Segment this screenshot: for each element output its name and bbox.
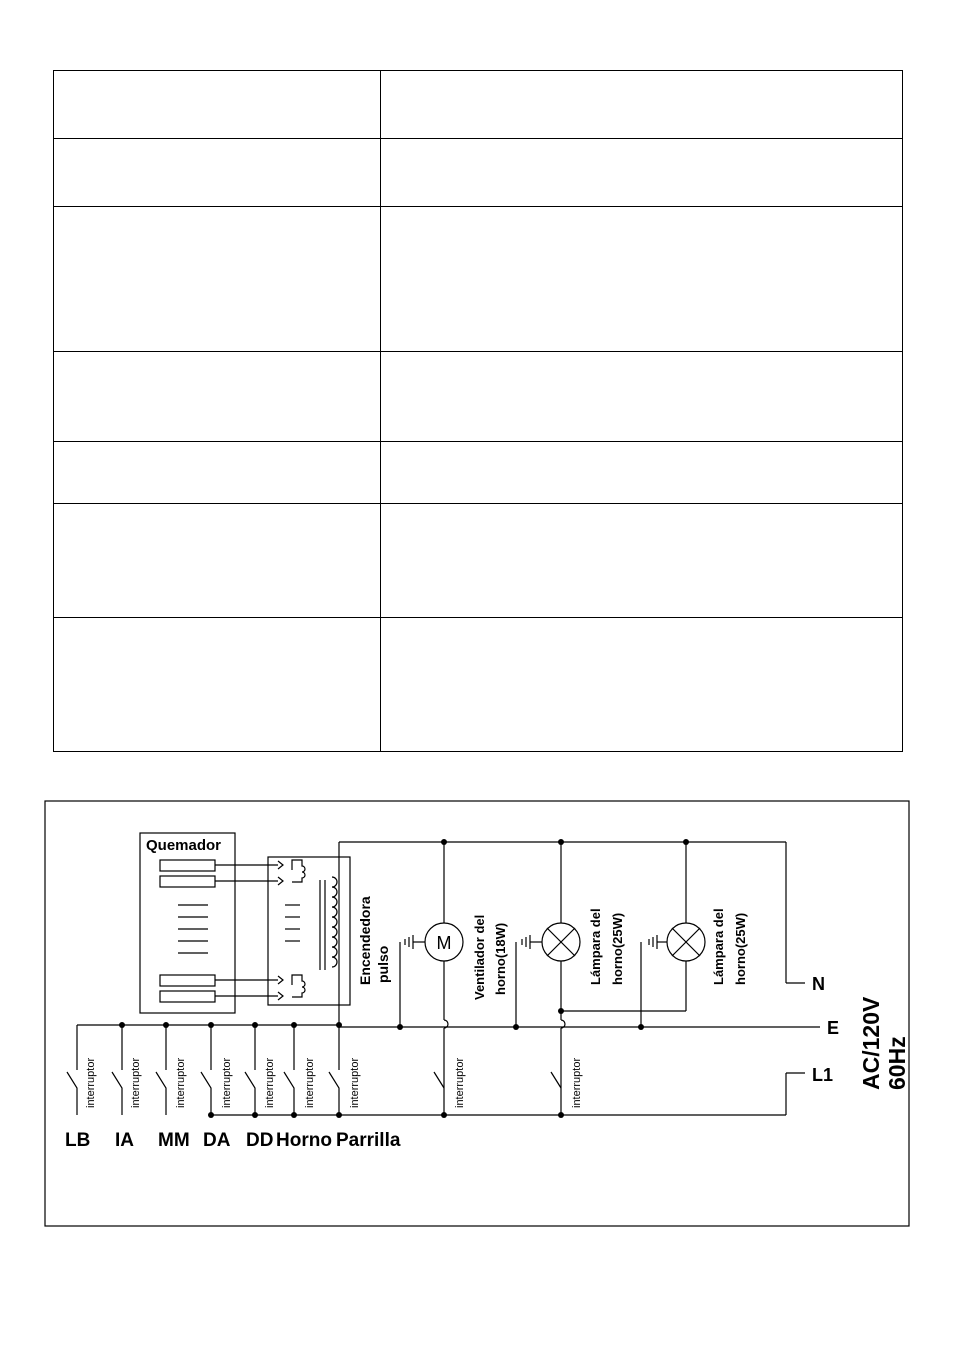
switch-label: interruptor <box>175 1057 187 1108</box>
switch-name-labels <box>65 1130 401 1151</box>
line-e-label: E <box>827 1018 840 1038</box>
switch-labels <box>85 1058 583 1108</box>
switch-label: interruptor <box>130 1057 142 1108</box>
supply-frequency-label: 60Hz <box>884 1036 910 1090</box>
igniter-label-2: pulso <box>375 945 391 983</box>
switch-name-da: DA <box>203 1130 231 1151</box>
line-n-label: N <box>812 974 825 994</box>
supply-voltage-label: AC/120V <box>858 996 884 1090</box>
igniter-label: Encendedora <box>357 896 373 985</box>
switch-label: interruptor <box>304 1057 316 1108</box>
switch-label: interruptor <box>264 1057 276 1108</box>
junction-dots <box>119 839 689 1118</box>
fan-label: Ventilador del <box>472 914 487 1000</box>
switch-label: interruptor <box>349 1057 361 1108</box>
fan-symbol-letter: M <box>436 933 452 953</box>
switch-name-dd: DD <box>246 1130 274 1151</box>
burner-label: Quemador <box>146 837 222 854</box>
line-l1-label: L1 <box>812 1065 834 1085</box>
switch-name-mm: MM <box>158 1130 190 1151</box>
switch-name-lb: LB <box>65 1130 91 1151</box>
switch-name-parrilla: Parrilla <box>336 1130 401 1151</box>
lamp1-label: Lámpara del <box>588 908 603 985</box>
switch-name-ia: IA <box>115 1130 134 1151</box>
lamp1-label-2: horno(25W) <box>610 912 625 985</box>
switch-label: interruptor <box>85 1057 97 1108</box>
switch-label: interruptor <box>221 1057 233 1108</box>
lamp2-label-2: horno(25W) <box>733 912 748 985</box>
lamp2-label: Lámpara del <box>711 908 726 985</box>
switch-label: interruptor <box>571 1057 583 1108</box>
switch-name-horno: Horno <box>276 1130 332 1151</box>
switch-label: interruptor <box>454 1057 466 1108</box>
fan-label-2: horno(18W) <box>493 922 508 995</box>
